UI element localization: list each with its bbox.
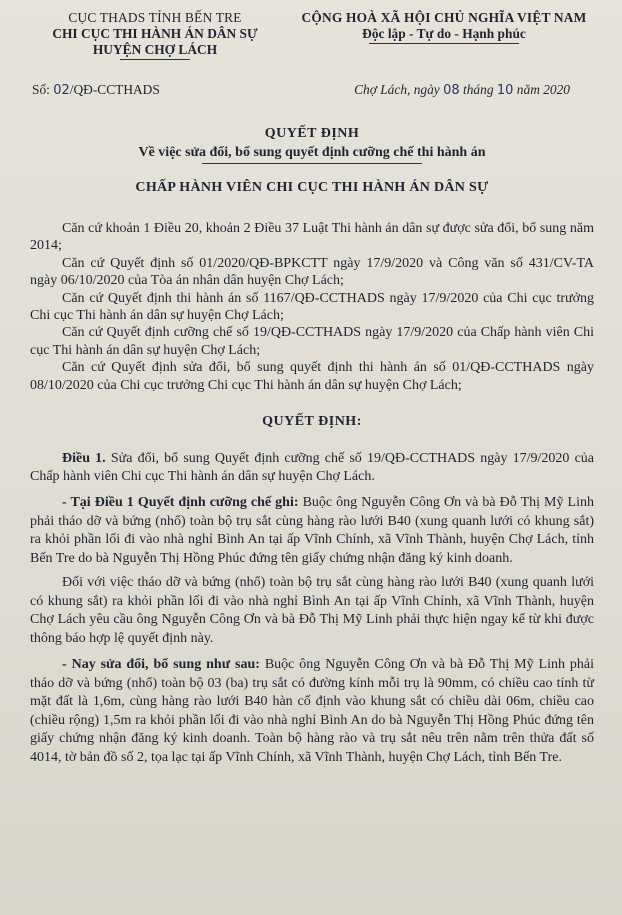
basis-paragraph: Căn cứ Quyết định thi hành án số 1167/QĐ-CCTHADS ngày 17/9/2020 của Chi cục trưởng Chi cục Thi hành án dân sự huyện Chợ Lách; [30, 290, 594, 324]
national-motto: Độc lập - Tự do - Hạnh phúc [362, 26, 526, 41]
number-suffix: /QĐ-CCTHADS [69, 82, 160, 97]
handwritten-number: 02 [53, 83, 70, 98]
basis-paragraph: Căn cứ Quyết định số 01/2020/QĐ-BPKCTT ngày 17/9/2020 và Công văn số 431/CV-TA ngày 06/10/2020 của Tòa án nhân dân huyện Chợ Lách; [30, 255, 594, 289]
document-title: QUYẾT ĐỊNH [264, 126, 360, 141]
date-place: Chợ Lách, ngày [354, 82, 440, 97]
legal-basis [30, 220, 594, 394]
amended-clause-paragraph [30, 656, 594, 768]
decision-heading: QUYẾT ĐỊNH: [262, 414, 362, 430]
document-subject [30, 145, 594, 164]
date-month-label: tháng [463, 82, 494, 97]
basis-paragraph: Căn cứ Quyết định cưỡng chế số 19/QĐ-CCTHADS ngày 17/9/2020 của Chấp hành viên Chi cục Thi hành án dân sự huyện Chợ Lách; [30, 325, 594, 358]
number-date-line [30, 82, 594, 98]
basis-paragraph: Căn cứ khoản 1 Điều 20, khoản 2 Điều 37 Luật Thi hành án dân sự được sửa đổi, bổ sung năm 2014; [30, 221, 594, 254]
basis-paragraph: Căn cứ Quyết định sửa đổi, bổ sung quyết định thi hành án số 01/QĐ-CCTHADS ngày 08/10/2020 của Chi cục trưởng Chi cục Thi hành án dân sự huyện Chợ Lách; [30, 360, 594, 393]
handwritten-month: 10 [496, 83, 514, 98]
agency-line-3: HUYỆN CHỢ LÁCH [92, 42, 218, 57]
article-1-text: Sửa đổi, bổ sung Quyết định cưỡng chế số 19/QĐ-CCTHADS ngày 17/9/2020 của Chấp hành viên Chi cục Thi hành án dân sự huyện Chợ Lách. [30, 451, 594, 485]
number-prefix: Số: [32, 82, 50, 97]
original-clause-2-paragraph: Đối với việc tháo dỡ và bứng (nhổ) toàn bộ trụ sắt cùng hàng rào lưới B40 (xung quanh lưới có khung sắt) ra khỏi phần lối đi vào nhà nghỉ Bình An tại ấp Vĩnh Chính, xã Vĩnh Thành, huyện Chợ Lách yêu cầu ông Nguyễn Công Ơn và bà Đỗ Thị Mỹ Linh phải thực hiện ngay kể từ khi được thông báo hợp lệ quyết định này. [30, 575, 594, 646]
amended-clause-label: - Nay sửa đổi, bổ sung như sau: [62, 657, 260, 673]
original-clause-continued [30, 574, 594, 648]
issuing-authority: CHẤP HÀNH VIÊN CHI CỤC THI HÀNH ÁN DÂN SỰ [135, 180, 489, 195]
issuing-agency [30, 10, 280, 60]
motto-underline [369, 43, 519, 44]
original-clause [30, 494, 594, 568]
document-number [30, 82, 160, 98]
amended-clause-text: Buộc ông Nguyễn Công Ơn và bà Đỗ Thị Mỹ Linh phải tháo dỡ và bứng (nhổ) toàn bộ 03 (ba) trụ sắt có đường kính mỗi trụ là 90mm, có chiều cao tính từ mặt đất là 1,6m, cùng hàng rào lưới B40 hàn cố định vào khung sắt có chiều dài 06m, chiều cao (chiều rộng) 1,5m ra khỏi phần lối đi vào nhà nghỉ Bình An do bà Nguyễn Thị Hồng Phúc đứng tên giấy chứng nhận đăng ký kinh doanh. Toàn bộ hàng rào và trụ sắt nêu trên nằm trên thửa đất số 4014, tờ bản đồ số 2, tọa lạc tại ấp Vĩnh Chính, xã Vĩnh Thành, huyện Chợ Lách, tỉnh Bến Tre. [30, 657, 594, 766]
article-1-label: Điều 1. [62, 451, 106, 467]
original-clause-text: Buộc ông Nguyễn Công Ơn và bà Đỗ Thị Mỹ Linh phải tháo dỡ và bứng (nhổ) toàn bộ trụ sắt cùng hàng rào lưới B40 (xung quanh lưới có khung sắt) ra khỏi phần lối đi vào nhà nghỉ Bình An tại ấp Vĩnh Chính, xã Vĩnh Thành, huyện Chợ Lách, tỉnh Bến Tre do bà Nguyễn Thị Hồng Phúc đứng tên giấy chứng nhận đăng ký kinh doanh. [30, 495, 594, 566]
handwritten-day: 08 [443, 83, 460, 98]
subject-text: Về việc sửa đổi, bổ sung quyết định cưỡng chế thi hành án [138, 145, 486, 160]
article-1-paragraph [30, 450, 594, 486]
document-date [354, 82, 594, 98]
original-clause-label: - Tại Điều 1 Quyết định cưỡng chế ghi: [62, 495, 299, 511]
nation-name: CỘNG HOÀ XÃ HỘI CHỦ NGHĨA VIỆT NAM [301, 10, 587, 25]
document-header [30, 10, 594, 60]
national-heading [294, 10, 594, 60]
agency-underline [120, 59, 190, 60]
agency-line-2: CHI CỤC THI HÀNH ÁN DÂN SỰ [52, 26, 258, 41]
article-1 [30, 450, 594, 486]
agency-line-1: CỤC THADS TỈNH BẾN TRE [68, 10, 242, 25]
date-year: năm 2020 [516, 82, 570, 97]
amended-clause [30, 656, 594, 768]
original-clause-paragraph [30, 494, 594, 568]
subject-underline [202, 163, 422, 164]
